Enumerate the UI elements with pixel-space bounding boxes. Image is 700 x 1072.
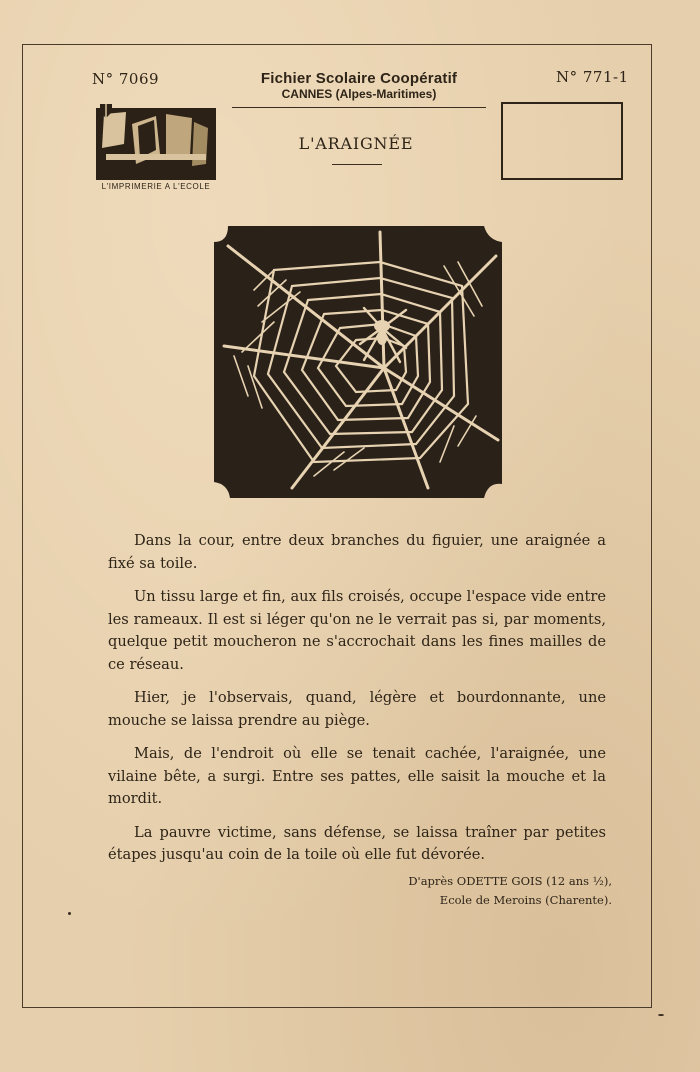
card-number-right: N° 771-1: [556, 68, 629, 86]
ink-speck: [658, 1014, 664, 1016]
story-text: [108, 530, 606, 878]
paragraph-4: Mais, de l'endroit où elle se tenait cachée, l'araignée, une vilaine bête, a surgi. Entre ses pattes, elle saisit la mouche et la mordit.: [108, 745, 606, 807]
header-rule: [232, 107, 486, 108]
logo-caption: L'IMPRIMERIE A L'ECOLE: [101, 182, 211, 191]
empty-box: [501, 102, 623, 180]
card-number-left: N° 7069: [92, 70, 160, 88]
ink-speck: [68, 912, 71, 915]
title-rule: [332, 164, 382, 165]
printing-press-logo: [96, 104, 216, 180]
publisher-location: CANNES (Alpes-Maritimes): [281, 87, 437, 101]
page-title: L'ARAIGNÉE: [298, 134, 414, 153]
credit-school: Ecole de Meroins (Charente).: [439, 893, 612, 907]
spider-web-woodcut: [214, 226, 502, 498]
paragraph-3: Hier, je l'observais, quand, légère et bourdonnante, une mouche se laissa prendre au piège.: [108, 689, 606, 729]
publisher-name: Fichier Scolaire Coopératif: [260, 70, 458, 87]
credit-author: D'après ODETTE GOIS (12 ans ½),: [408, 874, 612, 888]
paragraph-1: Dans la cour, entre deux branches du figuier, une araignée a fixé sa toile.: [108, 532, 606, 572]
paragraph-2: Un tissu large et fin, aux fils croisés, occupe l'espace vide entre les rameaux. Il est si léger qu'on ne le verrait pas si, par moments, quelque petit moucheron ne s'accrochait dans les fines mailles de ce réseau.: [108, 588, 606, 673]
author-credit: [350, 872, 612, 910]
publisher-header: [232, 70, 486, 101]
paragraph-5: La pauvre victime, sans défense, se laissa traîner par petites étapes jusqu'au coin de la toile où elle fut dévorée.: [108, 823, 606, 863]
